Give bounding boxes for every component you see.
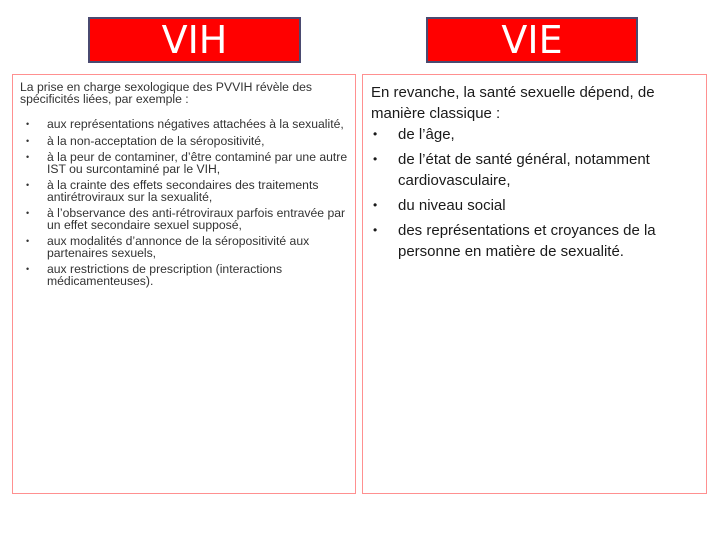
- bullet: •: [373, 127, 378, 141]
- list-item: [20, 208, 349, 231]
- title-vih: [88, 17, 301, 63]
- list-item: [371, 220, 700, 262]
- bullet: •: [26, 135, 30, 146]
- list-item-text: des représentations et croyances de la personne en matière de sexualité.: [398, 222, 656, 260]
- list-item-text: aux restrictions de prescription (interactions médicamenteuses).: [47, 262, 283, 288]
- vih-list: [20, 119, 349, 287]
- list-item: [371, 124, 700, 145]
- bullet: •: [373, 223, 378, 237]
- title-vih-text: VIH: [161, 18, 228, 62]
- vie-intro: En revanche, la santé sexuelle dépend, de manière classique :: [371, 84, 655, 122]
- vih-panel: [12, 74, 356, 494]
- list-item: [20, 264, 349, 287]
- list-item-text: du niveau social: [398, 197, 506, 214]
- list-item-text: aux modalités d’annonce de la séropositivité aux partenaires sexuels,: [47, 234, 310, 260]
- bullet: •: [26, 152, 30, 162]
- list-item-text: à l’observance des anti-rétroviraux parfois entravée par un effet secondaire sexuel supposé,: [47, 206, 346, 232]
- bullet: •: [26, 236, 30, 246]
- list-item-text: à la crainte des effets secondaires des traitements antirétroviraux sur la sexualité,: [47, 178, 319, 204]
- vih-intro: La prise en charge sexologique des PVVIH révèle des spécificités liées, par exemple :: [20, 80, 313, 106]
- list-item-text: à la non-acceptation de la séropositivité,: [47, 133, 265, 148]
- vie-panel: [362, 74, 707, 494]
- list-item-text: de l’âge,: [398, 126, 455, 143]
- list-item: [20, 236, 349, 259]
- vie-list: [371, 124, 700, 262]
- list-item: [20, 133, 349, 148]
- list-item: [20, 180, 349, 203]
- bullet: •: [26, 180, 30, 190]
- bullet: •: [26, 119, 30, 129]
- list-item: [20, 119, 349, 131]
- bullet: •: [26, 208, 30, 218]
- list-item-text: aux représentations négatives attachées à la sexualité,: [47, 117, 344, 131]
- list-item-text: à la peur de contaminer, d’être contaminé par une autre IST ou surcontaminé par le VIH,: [47, 150, 348, 176]
- title-vie: [426, 17, 638, 63]
- list-item: [371, 195, 700, 216]
- title-vie-text: VIE: [501, 18, 563, 62]
- list-item-text: de l’état de santé général, notamment cardiovasculaire,: [398, 151, 650, 189]
- bullet: •: [26, 264, 30, 274]
- bullet: •: [373, 198, 378, 212]
- bullet: •: [373, 152, 378, 166]
- list-item: [371, 149, 700, 191]
- list-item: [20, 152, 349, 175]
